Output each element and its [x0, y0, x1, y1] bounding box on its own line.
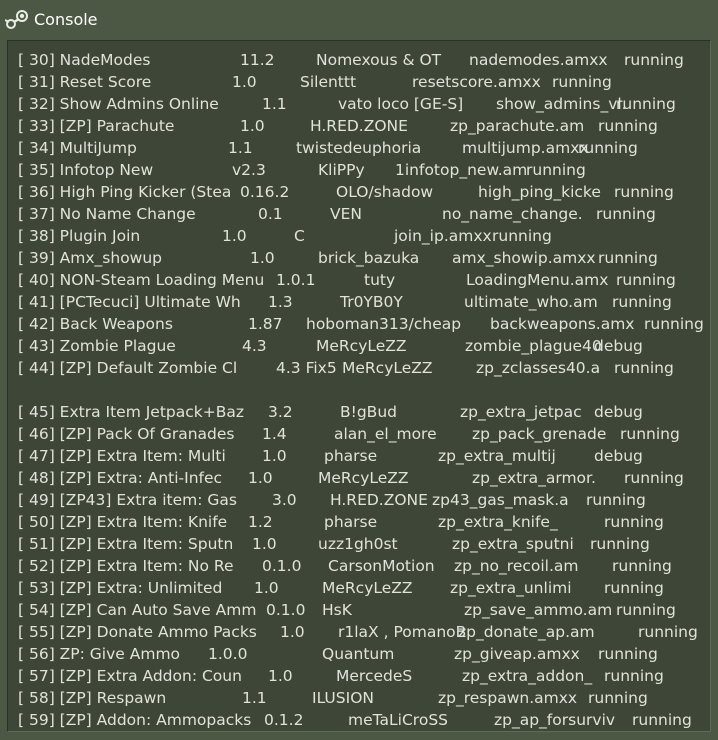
plugin-status: running [616, 271, 676, 289]
plugin-version: 1.0 [254, 579, 279, 597]
console-line [18, 291, 708, 313]
plugin-status: running [596, 205, 656, 223]
plugin-name: [ 41] [PCTecuci] Ultimate Wh [18, 293, 241, 311]
plugin-name: [ 47] [ZP] Extra Item: Multi [18, 447, 226, 465]
plugin-author: tuty [364, 271, 396, 289]
console-line [18, 49, 708, 71]
plugin-file: zp_parachute.am [450, 117, 585, 135]
plugin-author: twistedeuphoria [296, 139, 422, 157]
console-line [18, 203, 708, 225]
plugin-file: amx_showip.amxx [452, 249, 596, 267]
plugin-author: OLO/shadow [336, 183, 434, 201]
plugin-author: alan_el_more [334, 425, 437, 443]
plugin-version: 1.0 [248, 469, 273, 487]
plugin-version: 1.4 [262, 425, 287, 443]
console-line [18, 467, 708, 489]
plugin-status: running [578, 139, 638, 157]
plugin-author: VEN [330, 205, 362, 223]
plugin-file: resetscore.amxx [412, 73, 541, 91]
plugin-name: [ 52] [ZP] Extra Item: No Re [18, 557, 234, 575]
plugin-file: zp_extra_addon_ [462, 667, 593, 685]
console-line [18, 489, 708, 511]
plugin-file: zp_ap_forsurviv [494, 711, 616, 729]
plugin-status: debug [594, 403, 643, 421]
plugin-file: zp_extra_armor. [472, 469, 596, 487]
plugin-author: hoboman313/cheap [306, 315, 462, 333]
plugin-version: 1.0 [280, 623, 305, 641]
plugin-author: Silenttt [300, 73, 357, 91]
window-title: Console [34, 10, 98, 29]
plugin-version: 0.16.2 [240, 183, 290, 201]
plugin-author: Quantum [322, 645, 395, 663]
plugin-name: [ 44] [ZP] Default Zombie Cl [18, 359, 238, 377]
plugin-name: [ 53] [ZP] Extra: Unlimited [18, 579, 223, 597]
plugin-status: running [616, 95, 676, 113]
plugin-name: [ 50] [ZP] Extra Item: Knife [18, 513, 228, 531]
console-line [18, 687, 708, 709]
plugin-file: zp_extra_jetpac [460, 403, 582, 421]
plugin-author: B!gBud [340, 403, 397, 421]
console-line [18, 621, 708, 643]
plugin-version: 1.0 [232, 73, 257, 91]
plugin-status: running [598, 117, 658, 135]
plugin-version: 1.0 [222, 227, 247, 245]
plugin-file: zp_extra_unlimi [450, 579, 572, 597]
console-line [18, 159, 708, 181]
plugin-author: vato loco [GE-S] [338, 95, 464, 113]
console-line [18, 71, 708, 93]
plugin-name: [ 43] Zombie Plague [18, 337, 176, 355]
plugin-status: running [614, 359, 674, 377]
console-line [18, 423, 708, 445]
plugin-status: running [590, 535, 650, 553]
plugin-version: 1.1 [262, 95, 287, 113]
plugin-file: zp_zclasses40.a [476, 359, 601, 377]
plugin-version: 1.0 [262, 447, 287, 465]
plugin-name: [ 38] Plugin Join [18, 227, 141, 245]
plugin-name: [ 42] Back Weapons [18, 315, 173, 333]
blank-line [18, 379, 708, 401]
plugin-author: C [294, 227, 305, 245]
plugin-author: brick_bazuka [318, 249, 420, 267]
plugin-author: uzz1gh0st [318, 535, 398, 553]
console-line [18, 643, 708, 665]
console-line [18, 247, 708, 269]
console-line [18, 269, 708, 291]
plugin-author: CarsonMotion [328, 557, 435, 575]
plugin-author: MeRcyLeZZ [342, 359, 433, 377]
plugin-version: 1.0 [268, 667, 293, 685]
plugin-name: [ 48] [ZP] Extra: Anti-Infec [18, 469, 223, 487]
plugin-status: running [598, 645, 658, 663]
plugin-status: running [526, 161, 586, 179]
plugin-file: zp_extra_knife_ [438, 513, 558, 531]
plugin-file: 1infotop_new.am [395, 161, 528, 179]
plugin-version: 4.3 Fix5 [276, 359, 337, 377]
plugin-file: zp_pack_grenade [472, 425, 607, 443]
plugin-author: Nomexous & OT [316, 51, 442, 69]
console-line [18, 93, 708, 115]
console-line [18, 137, 708, 159]
plugin-file: nademodes.amxx [469, 51, 608, 69]
plugin-status: running [492, 227, 552, 245]
plugin-author: H.RED.ZONE [310, 117, 408, 135]
plugin-version: 1.2 [248, 513, 273, 531]
plugin-version: 1.1 [228, 139, 253, 157]
plugin-status: running [624, 51, 684, 69]
plugin-author: HsK [322, 601, 352, 619]
plugin-version: 4.3 [242, 337, 267, 355]
console-line [18, 115, 708, 137]
plugin-version: 3.2 [268, 403, 293, 421]
plugin-version: 1.0 [240, 117, 265, 135]
plugin-author: pharse [324, 513, 378, 531]
plugin-author: Tr0YB0Y [340, 293, 403, 311]
plugin-file: zombie_plague40 [465, 337, 602, 355]
console-lines [18, 49, 708, 731]
plugin-file: zp_save_ammo.am [464, 601, 613, 619]
plugin-author: pharse [324, 447, 378, 465]
plugin-version: 1.1 [242, 689, 267, 707]
console-line [18, 533, 708, 555]
plugin-status: running [598, 249, 658, 267]
plugin-version: 1.0.1 [276, 271, 316, 289]
console-output[interactable] [7, 40, 711, 732]
plugin-status: running [604, 579, 664, 597]
plugin-name: [ 35] Infotop New [18, 161, 154, 179]
plugin-author: meTaLiCroSS [348, 711, 448, 729]
plugin-status: running [612, 557, 672, 575]
plugin-version: 1.0.0 [208, 645, 248, 663]
plugin-version: 1.87 [248, 315, 283, 333]
plugin-name: [ 31] Reset Score [18, 73, 152, 91]
plugin-name: [ 33] [ZP] Parachute [18, 117, 175, 135]
steam-icon [5, 9, 29, 31]
plugin-status: running [624, 469, 684, 487]
plugin-status: running [620, 425, 680, 443]
console-line [18, 511, 708, 533]
console-line [18, 335, 708, 357]
plugin-version: 0.1.0 [262, 557, 302, 575]
console-line [18, 181, 708, 203]
plugin-file: zp_donate_ap.am [458, 623, 595, 641]
console-line [18, 401, 708, 423]
plugin-author: MeRcyLeZZ [322, 579, 413, 597]
plugin-file: zp_giveap.amxx [454, 645, 580, 663]
plugin-name: [ 37] No Name Change [18, 205, 196, 223]
console-line [18, 313, 708, 335]
plugin-file: high_ping_kicke [478, 183, 601, 201]
plugin-author: MeRcyLeZZ [318, 469, 409, 487]
plugin-version: 1.0 [250, 249, 275, 267]
plugin-name: [ 51] [ZP] Extra Item: Sputn [18, 535, 234, 553]
plugin-name: [ 36] High Ping Kicker (Stea [18, 183, 232, 201]
plugin-name: [ 59] [ZP] Addon: Ammopacks [18, 711, 252, 729]
plugin-file: show_admins_vl. [496, 95, 627, 113]
plugin-author: ILUSION [312, 689, 374, 707]
plugin-status: debug [594, 337, 643, 355]
plugin-status: debug [594, 447, 643, 465]
plugin-version: 0.1 [258, 205, 283, 223]
plugin-status: running [632, 711, 692, 729]
plugin-file: no_name_change. [442, 205, 583, 223]
console-line [18, 225, 708, 247]
console-line [18, 445, 708, 467]
plugin-name: [ 56] ZP: Give Ammo [18, 645, 181, 663]
plugin-name: [ 54] [ZP] Can Auto Save Amm [18, 601, 257, 619]
console-line [18, 577, 708, 599]
plugin-name: [ 49] [ZP43] Extra item: Gas [18, 491, 237, 509]
plugin-status: running [614, 183, 674, 201]
plugin-author: H.RED.ZONE [330, 491, 428, 509]
plugin-version: 11.2 [240, 51, 275, 69]
plugin-version: 0.1.2 [264, 711, 304, 729]
plugin-file: multijump.amxx [462, 139, 589, 157]
plugin-file: zp_extra_sputni [452, 535, 574, 553]
plugin-file: backweapons.amx [490, 315, 635, 333]
plugin-status: running [552, 73, 612, 91]
plugin-version: 0.1.0 [266, 601, 306, 619]
plugin-status: running [604, 667, 664, 685]
plugin-file: zp_no_recoil.am [454, 557, 579, 575]
console-line [18, 555, 708, 577]
console-line [18, 665, 708, 687]
plugin-status: running [616, 601, 676, 619]
plugin-name: [ 32] Show Admins Online [18, 95, 219, 113]
plugin-file: zp_respawn.amxx [438, 689, 578, 707]
plugin-name: [ 34] MultiJump [18, 139, 137, 157]
plugin-status: running [644, 315, 704, 333]
plugin-file: LoadingMenu.amx [466, 271, 609, 289]
plugin-status: running [638, 623, 698, 641]
plugin-name: [ 57] [ZP] Extra Addon: Coun [18, 667, 242, 685]
plugin-status: running [588, 689, 648, 707]
title-bar[interactable] [0, 0, 718, 40]
plugin-name: [ 55] [ZP] Donate Ammo Packs [18, 623, 257, 641]
plugin-file: zp_extra_multij [438, 447, 556, 465]
plugin-name: [ 39] Amx_showup [18, 249, 163, 267]
plugin-status: running [586, 491, 646, 509]
console-line [18, 709, 708, 731]
plugin-status: running [612, 293, 672, 311]
plugin-version: 1.0 [252, 535, 277, 553]
plugin-file: join_ip.amxx [394, 227, 492, 245]
plugin-file: zp43_gas_mask.a [432, 491, 569, 509]
console-line [18, 599, 708, 621]
plugin-name: [ 45] Extra Item Jetpack+Baz [18, 403, 244, 421]
plugin-version: v2.3 [232, 161, 266, 179]
plugin-file: ultimate_who.am [464, 293, 598, 311]
plugin-name: [ 40] NON-Steam Loading Menu [18, 271, 265, 289]
plugin-author: MercedeS [336, 667, 413, 685]
plugin-status: running [604, 513, 664, 531]
plugin-author: MeRcyLeZZ [316, 337, 407, 355]
plugin-author: KliPPy [318, 161, 365, 179]
console-line [18, 357, 708, 379]
plugin-version: 1.3 [268, 293, 293, 311]
plugin-name: [ 30] NadeModes [18, 51, 151, 69]
plugin-name: [ 46] [ZP] Pack Of Granades [18, 425, 235, 443]
plugin-author: r1laX , PomanoB [338, 623, 467, 641]
plugin-name: [ 58] [ZP] Respawn [18, 689, 167, 707]
plugin-version: 3.0 [272, 491, 297, 509]
